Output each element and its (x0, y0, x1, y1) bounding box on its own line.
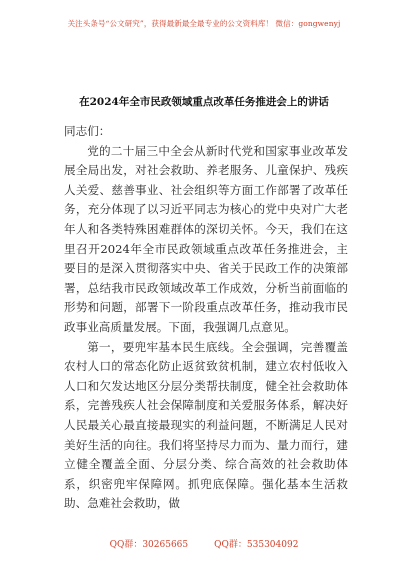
header-promo-text: 关注头条号“公文研究”，获得最新最全最专业的公文资料库！ 微信：gongwenyj (67, 19, 341, 28)
footer-qq-group-2: QQ群：535304092 (214, 540, 299, 550)
footer-qq-groups (0, 537, 408, 550)
footer-qq-group-1: QQ群：30265665 (109, 540, 189, 550)
paragraph-intro: 党的二十届三中全会从新时代党和国家事业改革发展全局出发，对社会救助、养老服务、儿童保护、残疾人关爱、慈善事业、社会组织等方面工作部署了改革任务，充分体现了以习近平同志为核心的党中央对广大老年人和各类特殊困难群体的深切关怀。今天，我们在这里召开2024年全市民政领域重点改革任务推进会，主要目的是深入贯彻落实中央、省关于民政工作的决策部署，总结我市民政领域改革工作成效，分析当前面临的形势和问题，部署下一阶段重点改革任务，推动我市民政事业高质量发展。下面，我强调几点意见。 (64, 143, 348, 334)
document-body (64, 122, 348, 514)
salutation: 同志们： (64, 124, 111, 138)
paragraph-first-point: 第一，要兜牢基本民生底线。全会强调，完善覆盖农村人口的常态化防止返贫致贫机制，建立农村低收入人口和欠发达地区分层分类帮扶制度，健全社会救助体系，完善残疾人社会保障制度和关爱服务体系，解决好人民最关心最直接最现实的利益问题，不断满足人民对美好生活的向往。我们将坚持尽力而为、量力而行，建立健全覆盖全面、分层分类、综合高效的社会救助体系，织密兜牢保障网。抓兜底保障。强化基本生活救助、急难社会救助，做 (64, 339, 348, 511)
document-title: 在2024年全市民政领域重点改革任务推进会上的讲话 (79, 96, 329, 108)
